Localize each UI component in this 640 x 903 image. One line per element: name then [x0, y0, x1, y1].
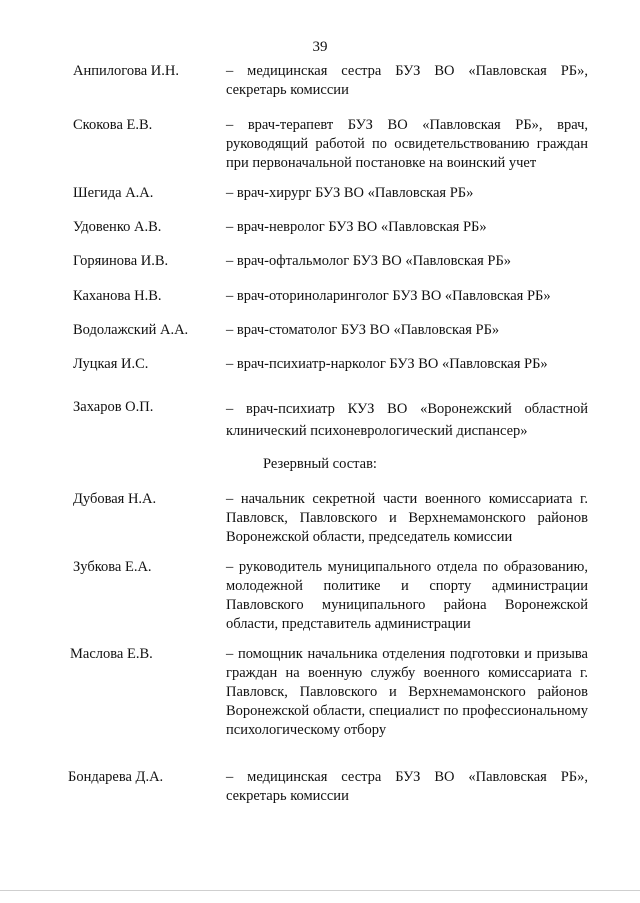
member-name: Горяинова И.В.: [73, 253, 169, 269]
reserve-name: Маслова Е.В.: [70, 646, 153, 662]
member-role: – врач-хирург БУЗ ВО «Павловская РБ»: [226, 185, 474, 201]
member-role: – врач-офтальмолог БУЗ ВО «Павловская РБ»: [226, 253, 512, 269]
member-role: – врач-невролог БУЗ ВО «Павловская РБ»: [226, 219, 487, 235]
member-role: – врач-стоматолог БУЗ ВО «Павловская РБ»: [226, 322, 500, 338]
reserve-role: – помощник начальника отделения подготовки и призыва граждан на военную службу военного комиссариата г. Павловск, Павловского и Верхнемамонского районов Воронежской области, специалист по профессиональному психологическому отбору: [226, 646, 588, 738]
member-name: Анпилогова И.Н.: [73, 63, 179, 79]
member-name: Луцкая И.С.: [73, 356, 149, 372]
member-name: Захаров О.П.: [73, 399, 154, 415]
member-name: Скокова Е.В.: [73, 117, 153, 133]
member-role: – медицинская сестра БУЗ ВО «Павловская РБ», секретарь комиссии: [226, 63, 588, 98]
member-role: – врач-психиатр КУЗ ВО «Воронежский областной клинический психоневрологический диспансер»: [226, 401, 588, 439]
reserve-role: – медицинская сестра БУЗ ВО «Павловская РБ», секретарь комиссии: [226, 769, 588, 804]
member-role: – врач-терапевт БУЗ ВО «Павловская РБ», врач, руководящий работой по освидетельствованию граждан при первоначальной постановке на воинский учет: [226, 117, 588, 171]
reserve-role: – руководитель муниципального отдела по образованию, молодежной политике и спорту администрации Павловского муниципального района Воронежской области, представитель администрации: [226, 559, 588, 632]
member-role: – врач-психиатр-нарколог БУЗ ВО «Павловская РБ»: [226, 356, 548, 372]
member-name: Каханова Н.В.: [73, 288, 162, 304]
member-role: – врач-оториноларинголог БУЗ ВО «Павловская РБ»: [226, 288, 551, 304]
reserve-name: Зубкова Е.А.: [73, 559, 152, 575]
reserve-role: – начальник секретной части военного комиссариата г. Павловск, Павловского и Верхнемамонского районов Воронежской области, председатель комиссии: [226, 491, 588, 545]
member-name: Удовенко А.В.: [73, 219, 162, 235]
reserve-name: Бондарева Д.А.: [68, 769, 164, 785]
reserve-name: Дубовая Н.А.: [73, 491, 157, 507]
member-name: Водолажский А.А.: [73, 322, 189, 338]
page-bottom-rule: [0, 890, 640, 891]
page-number: 39: [312, 39, 328, 55]
reserve-heading: Резервный состав:: [263, 456, 377, 472]
member-name: Шегида А.А.: [73, 185, 154, 201]
